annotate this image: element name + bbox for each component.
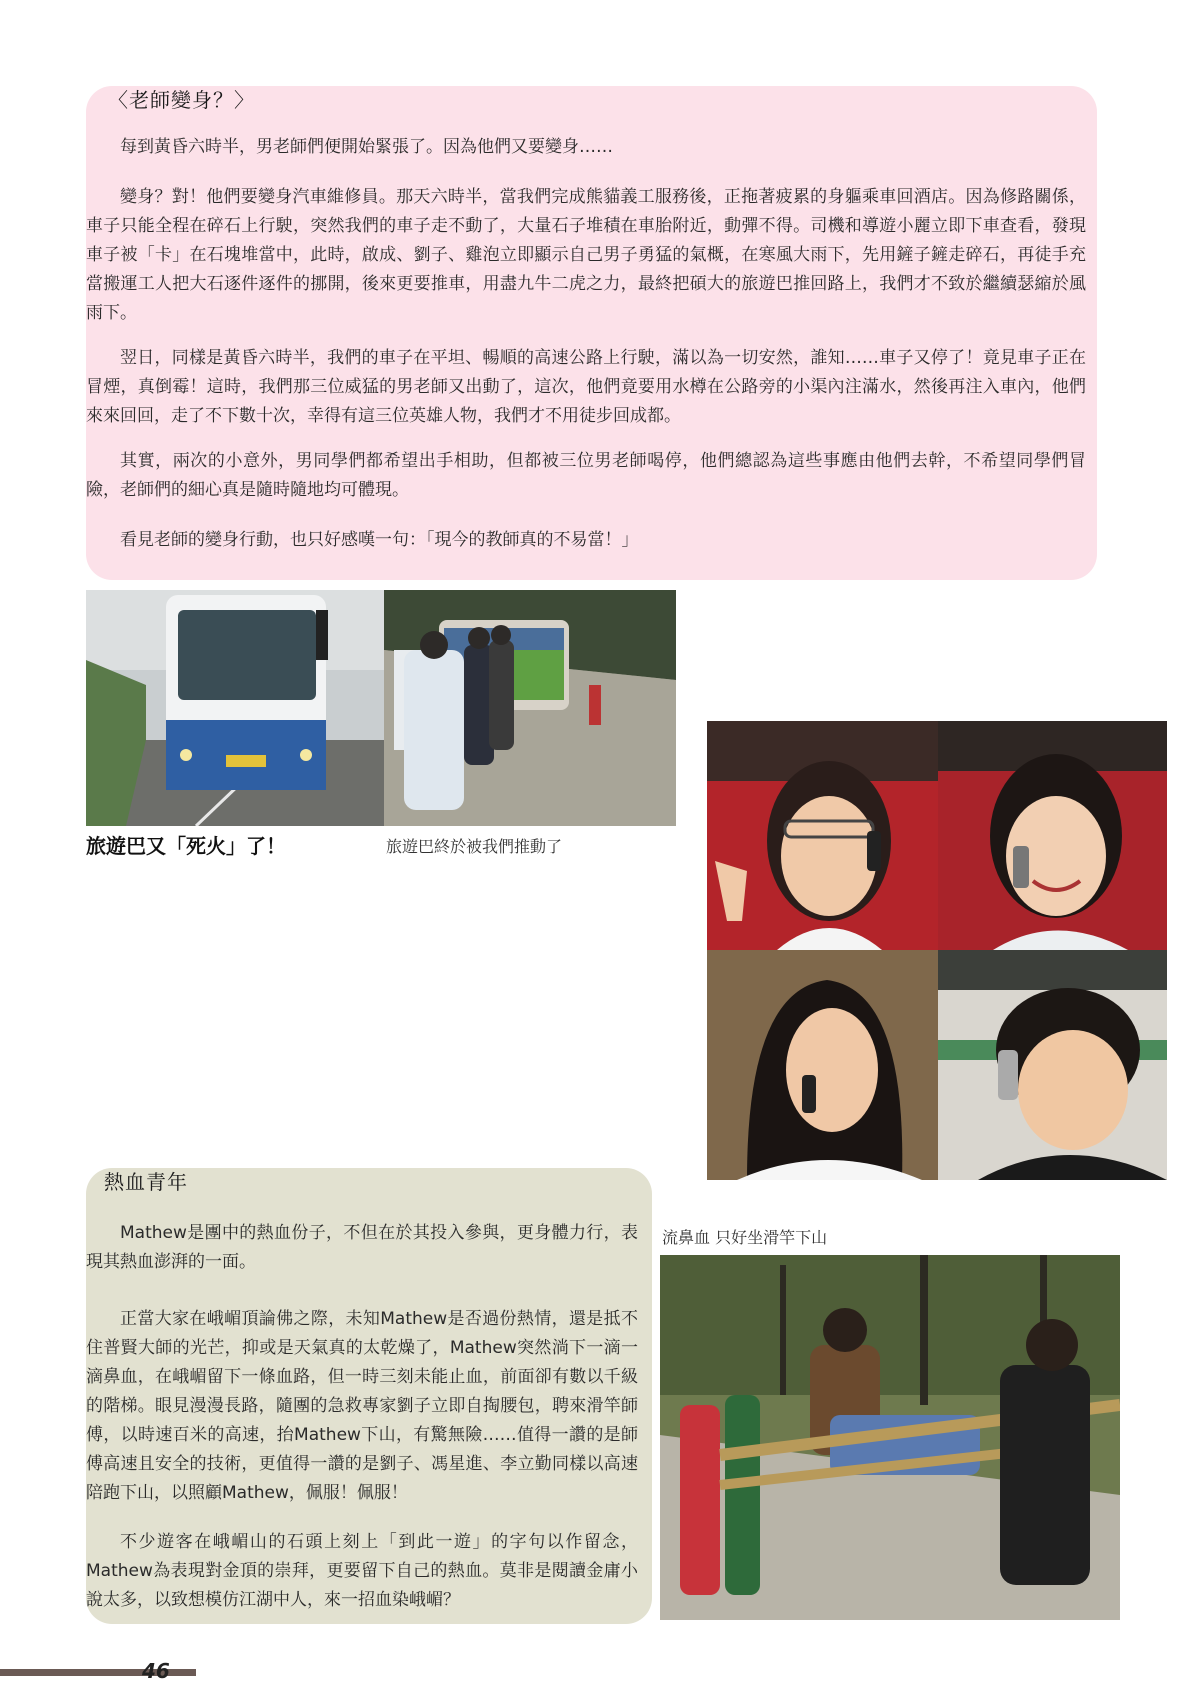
section1-paragraph: 變身？對！他們要變身汽車維修員。那天六時半，當我們完成熊貓義工服務後，正拖著疲累的身軀乘車回酒店。因為修路關係，車子只能全程在碎石上行駛，突然我們的車子走不動了，大量石子堆積在車胎附近，動彈不得。司機和導遊小麗立即下車查看，發現車子被「卡」在石塊堆當中，此時，啟成、劉子、雞泡立即顯示自己男子勇猛的氣概，在寒風大雨下，先用鏟子鏟走碎石，再徒手充當搬運工人把大石逐件逐件的挪開，後來更要推車，用盡九牛二虎之力，最終把碩大的旅遊巴推回路上，我們才不致於繼續瑟縮於風雨下。	[86, 187, 1086, 323]
nosebleed-caption: 流鼻血 只好坐滑竿下山	[662, 1228, 828, 1247]
student-phone-photo	[938, 721, 1167, 950]
section1-paragraph: 每到黃昏六時半，男老師們便開始緊張了。因為他們又要變身……	[120, 137, 613, 157]
section1-paragraph: 翌日，同樣是黃昏六時半，我們的車子在平坦、暢順的高速公路上行駛，滿以為一切安然，誰知……車子又停了！竟見車子正在冒煙，真倒霉！這時，我們那三位威猛的男老師又出動了，這次，他們竟要用水樽在公路旁的小渠內注滿水，然後再注入車內，他們來來回回，走了不下數十次，幸得有這三位英雄人物，我們才不用徒步回成都。	[86, 348, 1086, 426]
section1-paragraph: 其實，兩次的小意外，男同學們都希望出手相助，但都被三位男老師喝停，他們總認為這些事應由他們去幹，不希望同學們冒險，老師們的細心真是隨時隨地均可體現。	[86, 451, 1086, 500]
section2-paragraph: 正當大家在峨嵋頂論佛之際，未知Mathew是否過份熱情，還是抵不住普賢大師的光芒，抑或是天氣真的太乾燥了，Mathew突然淌下一滴一滴鼻血，在峨嵋留下一條血路，但一時三刻未能止血，前面卻有數以千級的階梯。眼見漫漫長路，隨團的急救專家劉子立即自掏腰包，聘來滑竿師傅，以時速百米的高速，抬Mathew下山，有驚無險……值得一讚的是師傅高速且安全的技術，更值得一讚的是劉子、馮星進、李立勤同樣以高速陪跑下山，以照顧Mathew，佩服！佩服！	[86, 1309, 638, 1503]
sedan-chair-photo	[660, 1255, 1120, 1620]
bus-pushed-caption: 旅遊巴終於被我們推動了	[386, 837, 563, 856]
section2-paragraph: 不少遊客在峨嵋山的石頭上刻上「到此一遊」的字句以作留念，Mathew為表現對金頂的崇拜，更要留下自己的熱血。莫非是閱讀金庸小說太多，以致想模仿江湖中人，來一招血染峨嵋？	[86, 1532, 638, 1610]
student-phone-photo	[707, 950, 938, 1180]
bus-pushed-photo	[384, 590, 676, 826]
student-phone-photo	[938, 950, 1167, 1180]
bus-broken-photo	[86, 590, 384, 826]
bus-broken-caption: 旅遊巴又「死火」了！	[86, 834, 286, 858]
section1-heading: 〈老師變身？〉	[108, 88, 255, 112]
section1-paragraph: 看見老師的變身行動，也只好感嘆一句：「現今的教師真的不易當！」	[120, 530, 639, 550]
section2-heading: 熱血青年	[104, 1170, 188, 1194]
student-phone-photo	[707, 721, 938, 950]
section2-paragraph: Mathew是團中的熱血份子，不但在於其投入參與，更身體力行，表現其熱血澎湃的一面。	[86, 1223, 638, 1272]
page-number: 46	[142, 1659, 170, 1683]
